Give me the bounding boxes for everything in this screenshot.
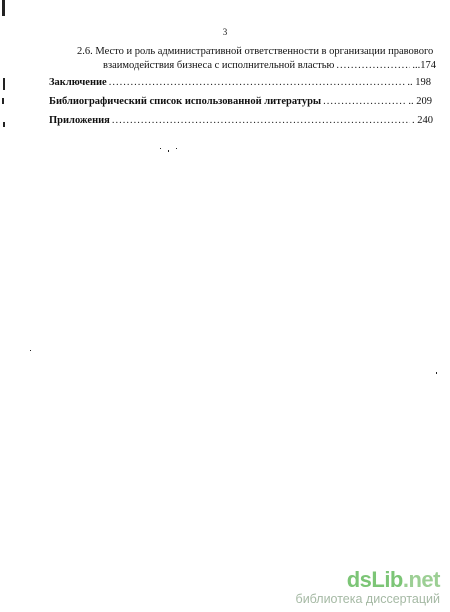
toc-entry-title: Приложения [49, 115, 110, 126]
dot-leader [112, 114, 410, 127]
dot-leader [336, 59, 410, 72]
toc-page-number: ...174 [412, 60, 436, 71]
toc-entry-title: Библиографический список использованной литературы [49, 96, 322, 107]
toc-page-number: .. 198 [407, 77, 431, 88]
dot-leader [323, 95, 406, 108]
toc-entry-2-6-line1: 2.6. Место и роль административной ответственности в организации правового [77, 46, 434, 57]
toc-entry-title: взаимодействия бизнеса с исполнительной властью [103, 60, 335, 71]
toc-entry-conclusion [49, 76, 431, 89]
toc-entry-appendices [49, 114, 433, 127]
dslib-subtitle: библиотека диссертаций [295, 592, 440, 606]
dslib-watermark [296, 569, 440, 606]
dot-leader [109, 76, 406, 89]
toc-entry-bibliography [49, 95, 432, 108]
toc-page-number: . 240 [412, 115, 433, 126]
toc-page-number: .. 209 [408, 96, 432, 107]
toc-entry-2-6 [103, 59, 436, 72]
dslib-logo: dsLib.net [346, 567, 440, 592]
toc-entry-title: Заключение [49, 77, 107, 88]
page-number: 3 [222, 27, 228, 37]
